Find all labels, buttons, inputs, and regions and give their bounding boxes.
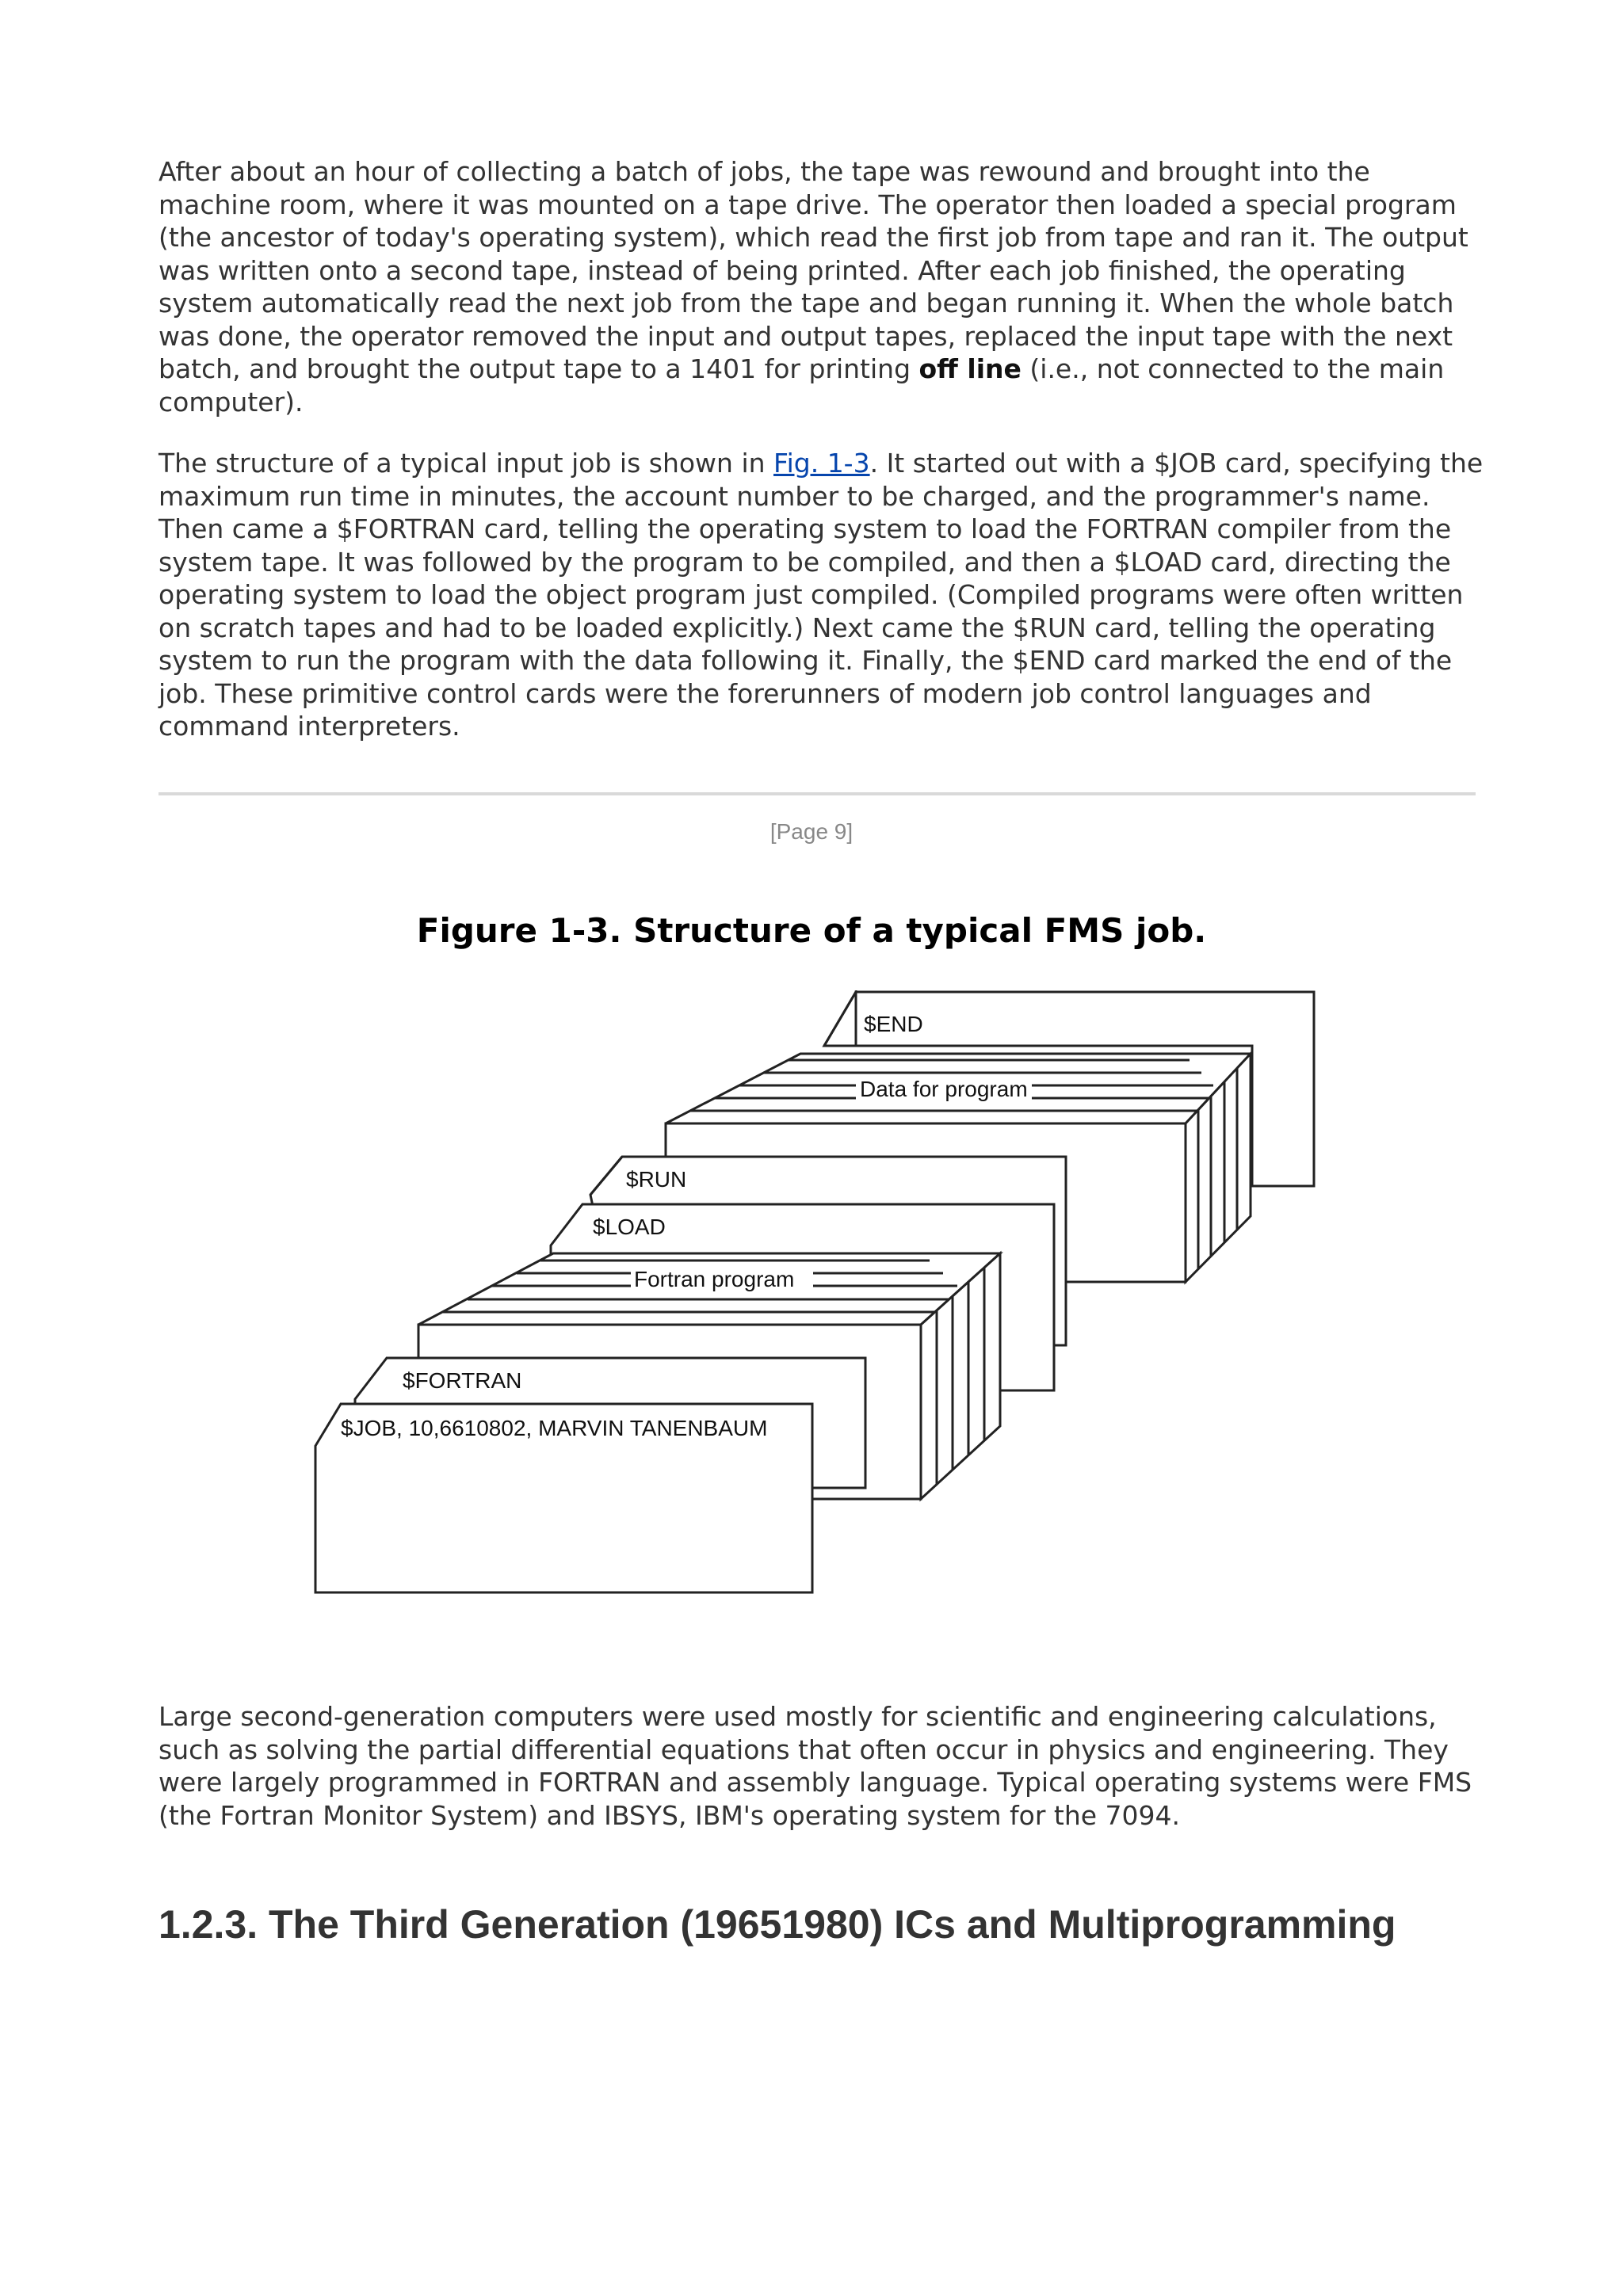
card-fortran-program-label: Fortran program bbox=[634, 1267, 795, 1291]
card-load-label: $LOAD bbox=[593, 1215, 666, 1239]
paragraph-text: The structure of a typical input job is shown in bbox=[158, 448, 774, 479]
card-run-label: $RUN bbox=[626, 1167, 687, 1192]
card-data-label: Data for program bbox=[860, 1077, 1028, 1101]
card-job-label: $JOB, 10,6610802, MARVIN TANENBAUM bbox=[341, 1416, 768, 1440]
section-heading: 1.2.3. The Third Generation (19651980) ICs and Multiprogramming bbox=[158, 1902, 1396, 1947]
paragraph-text: (i.e., not connected to the main computer). bbox=[158, 353, 1445, 418]
fms-job-diagram bbox=[309, 990, 1339, 1600]
paragraph-job-structure bbox=[158, 447, 1490, 743]
paragraph-batch-processing bbox=[158, 155, 1490, 418]
paragraph-second-generation: Large second-generation computers were used mostly for scientific and engineering calculations, such as solving the partial differential equations that often occur in physics and engineering. They were largely programmed in FORTRAN and assembly language. Typical operating systems were FMS (the Fortran Monitor System) and IBSYS, IBM's operating system for the 7094. bbox=[158, 1701, 1472, 1831]
figure-link[interactable]: Fig. 1-3 bbox=[773, 448, 870, 479]
card-end-label: $END bbox=[864, 1012, 923, 1036]
figure-title: Figure 1-3. Structure of a typical FMS job. bbox=[416, 911, 1207, 950]
card-fortran-label: $FORTRAN bbox=[403, 1368, 522, 1393]
paragraph-text: . It started out with a $JOB card, specifying the maximum run time in minutes, the account number to be charged, and the programmer's name. Then came a $FORTRAN card, telling the operating system to load the FORTRAN compiler from the system tape. It was followed by the program to be compiled, and then a $LOAD card, directing the operating system to load the object program just compiled. (Compiled programs were often written on scratch tapes and had to be loaded explicitly.) Next came the $RUN card, telling the operating system to run the program with the data following it. Finally, the $END card marked the end of the job. These primitive control cards were the forerunners of modern job control languages and command interpreters. bbox=[158, 448, 1484, 742]
bold-term-off-line: off line bbox=[918, 353, 1022, 384]
paragraph-text: After about an hour of collecting a batch of jobs, the tape was rewound and brought into the machine room, where it was mounted on a tape drive. The operator then loaded a special program (the ancestor of today's operating system), which read the first job from tape and ran it. The output was written onto a second tape, instead of being printed. After each job finished, the operating system automatically read the next job from the tape and began running it. When the whole batch was done, the operator removed the input and output tapes, replaced the input tape with the next batch, and brought the output tape to a 1401 for printing bbox=[158, 156, 1468, 384]
page-marker: [Page 9] bbox=[769, 819, 854, 844]
page-divider bbox=[158, 792, 1476, 795]
card-job bbox=[315, 1404, 812, 1592]
